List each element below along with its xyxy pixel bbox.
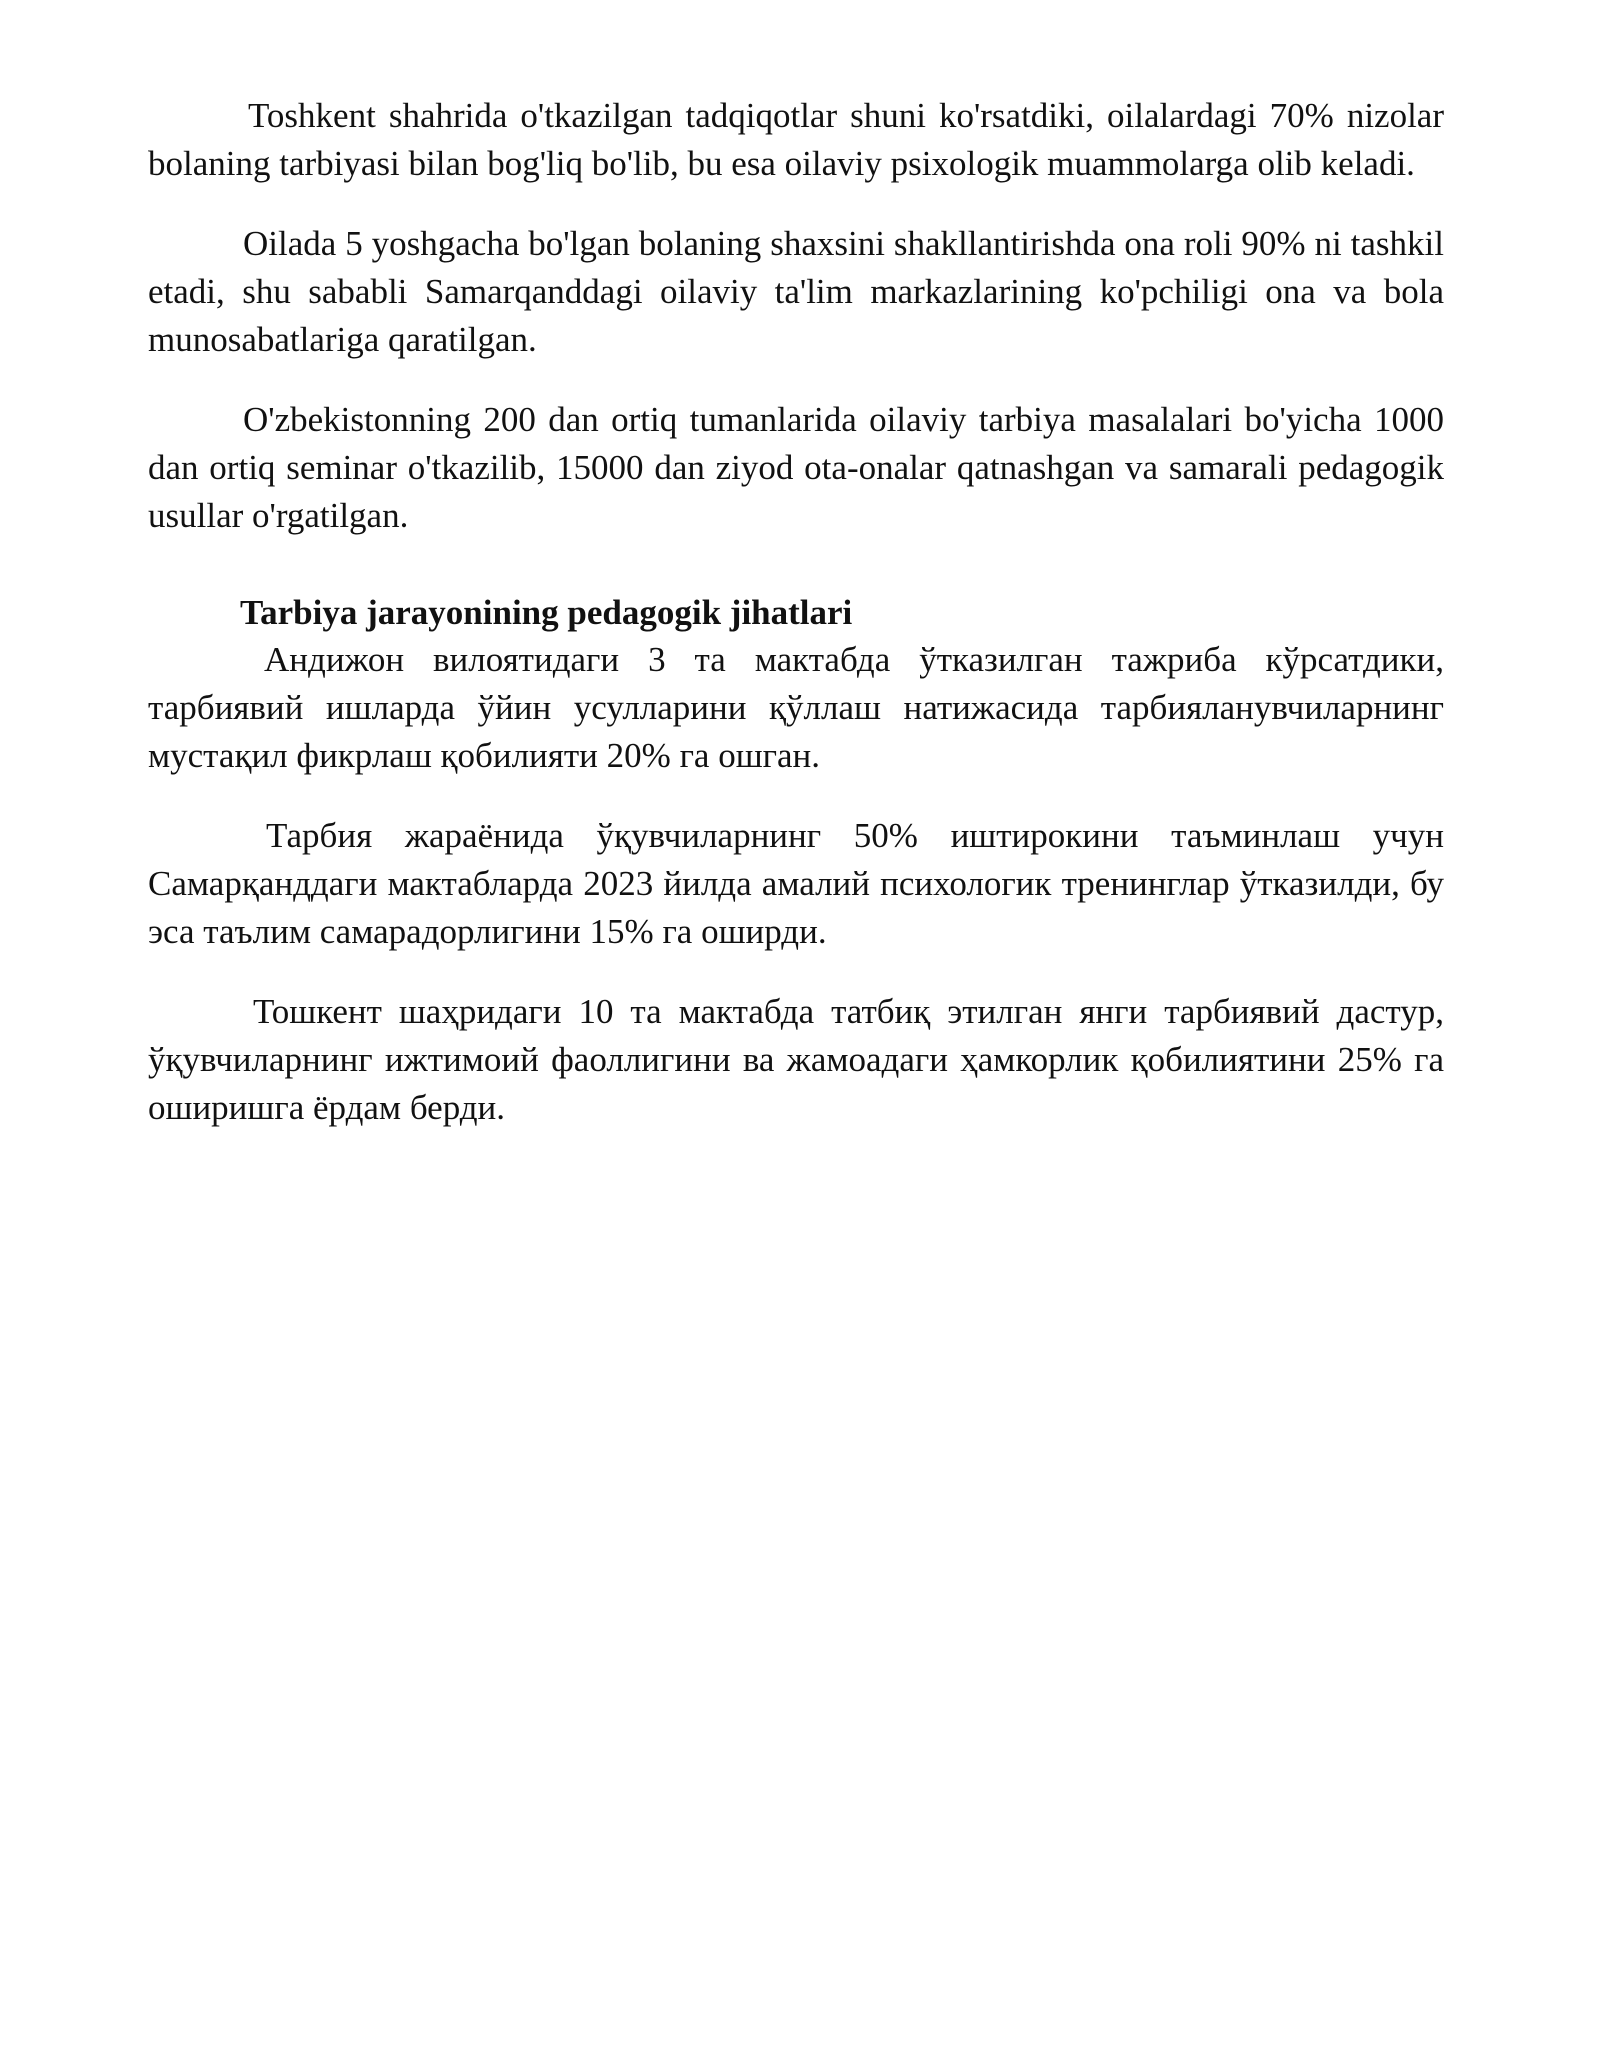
paragraph-toshkent: Тошкент шаҳридаги 10 та мактабда татбиқ этилган янги тарбиявий дастур, ўқувчиларнинг ижтимоий фаоллигини ва жамоадаги ҳамкорлик қобилиятини 25% га оширишга ёрдам берди. — [148, 992, 1444, 1127]
paragraph-ona-roli: Oilada 5 yoshgacha bo'lgan bolaning shaxsini shakllantirishda ona roli 90% ni tashkil etadi, shu sababli Samarqanddagi oilaviy ta'lim markazlarining ko'pchiligi ona va bola munosabatlariga qaratilgan. — [148, 224, 1444, 359]
section-heading: Tarbiya jarayonining pedagogik jihatlari — [240, 593, 853, 632]
paragraph-samarqand: Тарбия жараёнида ўқувчиларнинг 50% иштирокини таъминлаш учун Самарқанддаги мактабларда 2023 йилда амалий психологик тренинглар ўтказилди, бу эса таълим самарадорлигини 15% га оширди. — [148, 816, 1444, 951]
paragraph-tadqiqotlar: Toshkent shahrida o'tkazilgan tadqiqotlar shuni ko'rsatdiki, oilalardagi 70% nizolar bolaning tarbiyasi bilan bog'liq bo'lib, bu esa oilaviy psixologik muammolarga olib keladi. — [148, 96, 1444, 183]
paragraph-andijon: Андижон вилоятидаги 3 та мактабда ўтказилган тажриба кўрсатдики, тарбиявий ишларда ўйин усулларини қўллаш натижасида тарбияланувчиларнинг мустақил фикрлаш қобилияти 20% га ошган. — [148, 640, 1444, 775]
paragraph-seminarlar: O'zbekistonning 200 dan ortiq tumanlarida oilaviy tarbiya masalalari bo'yicha 1000 dan ortiq seminar o'tkazilib, 15000 dan ziyod ota-onalar qatnashgan va samarali pedagogik usullar o'rgatilgan. — [148, 400, 1444, 535]
document-page — [148, 92, 1444, 1132]
